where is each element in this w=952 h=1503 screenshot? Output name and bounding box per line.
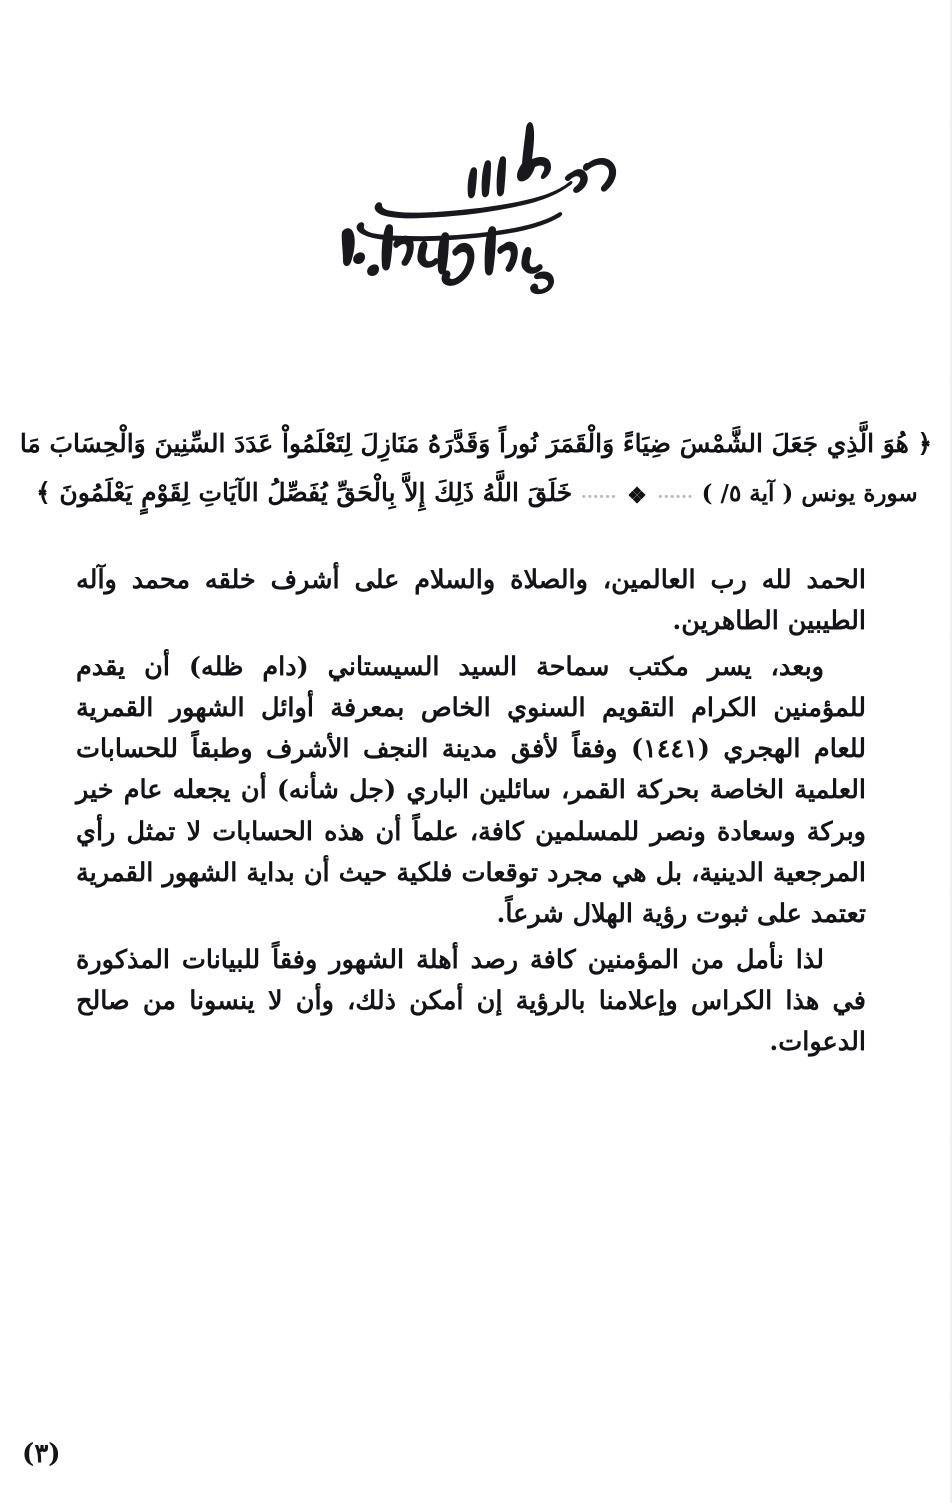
verse-line-2 — [8, 469, 944, 518]
verse-dots-right: ...... — [580, 482, 617, 503]
paragraph-praise: الحمد لله رب العالمين، والصلاة والسلام على أشرف خلقه محمد وآله الطيبين الطاهرين. — [76, 565, 866, 637]
verse-reference: سورة يونس ( آية ٥/ ) — [701, 479, 918, 507]
basmala-calligraphy-icon — [326, 106, 626, 296]
basmala-calligraphy-block — [0, 96, 952, 306]
paragraph-introduction: وبعد، يسر مكتب سماحة السيد السيستاني (دام ظله) أن يقدم للمؤمنين الكرام التقويم السنوي الخاص بمعرفة أوائل الشهور القمرية للعام الهجري (١٤٤١) وفقاً لأفق مدينة النجف الأشرف وطبقاً للحسابات العلمية الخاصة بحركة القمر، سائلين الباري (جل شأنه) أن يجعله عام خير وبركة وسعادة ونصر للمسلمين كافة، علماً أن هذه الحسابات لا تمثل رأي المرجعية الدينية، بل هي مجرد توقعات فلكية حيث أن بداية الشهور القمرية تعتمد على ثبوت رؤية الهلال شرعاً. — [76, 651, 866, 930]
paragraph-request: لذا نأمل من المؤمنين كافة رصد أهلة الشهور وفقاً للبيانات المذكورة في هذا الكراس وإعلامنا بالرؤية إن أمكن ذلك، وأن لا ينسونا من صالح الدعوات. — [76, 944, 866, 1058]
verse-dots-left: ...... — [657, 482, 693, 503]
quran-verse-block — [8, 420, 944, 518]
page-number: (٣) — [22, 1439, 61, 1469]
verse-ornament-icon: ❖ — [627, 482, 647, 509]
verse-line-1: ﴿ هُوَ الَّذِي جَعَلَ الشَّمْسَ ضِيَاءً وَالْقَمَرَ نُوراً وَقَدَّرَهُ مَنَازِلَ لِتَعْلَمُواْ عَدَدَ السِّنِينَ وَالْحِسَابَ مَا — [19, 429, 933, 458]
verse-text-2: خَلَقَ اللَّهُ ذَلِكَ إِلاَّ بِالْحَقِّ يُفَصِّلُ الآيَاتِ لِقَوْمٍ يَعْلَمُونَ ﴾ — [36, 477, 573, 507]
body-text — [76, 560, 866, 1064]
